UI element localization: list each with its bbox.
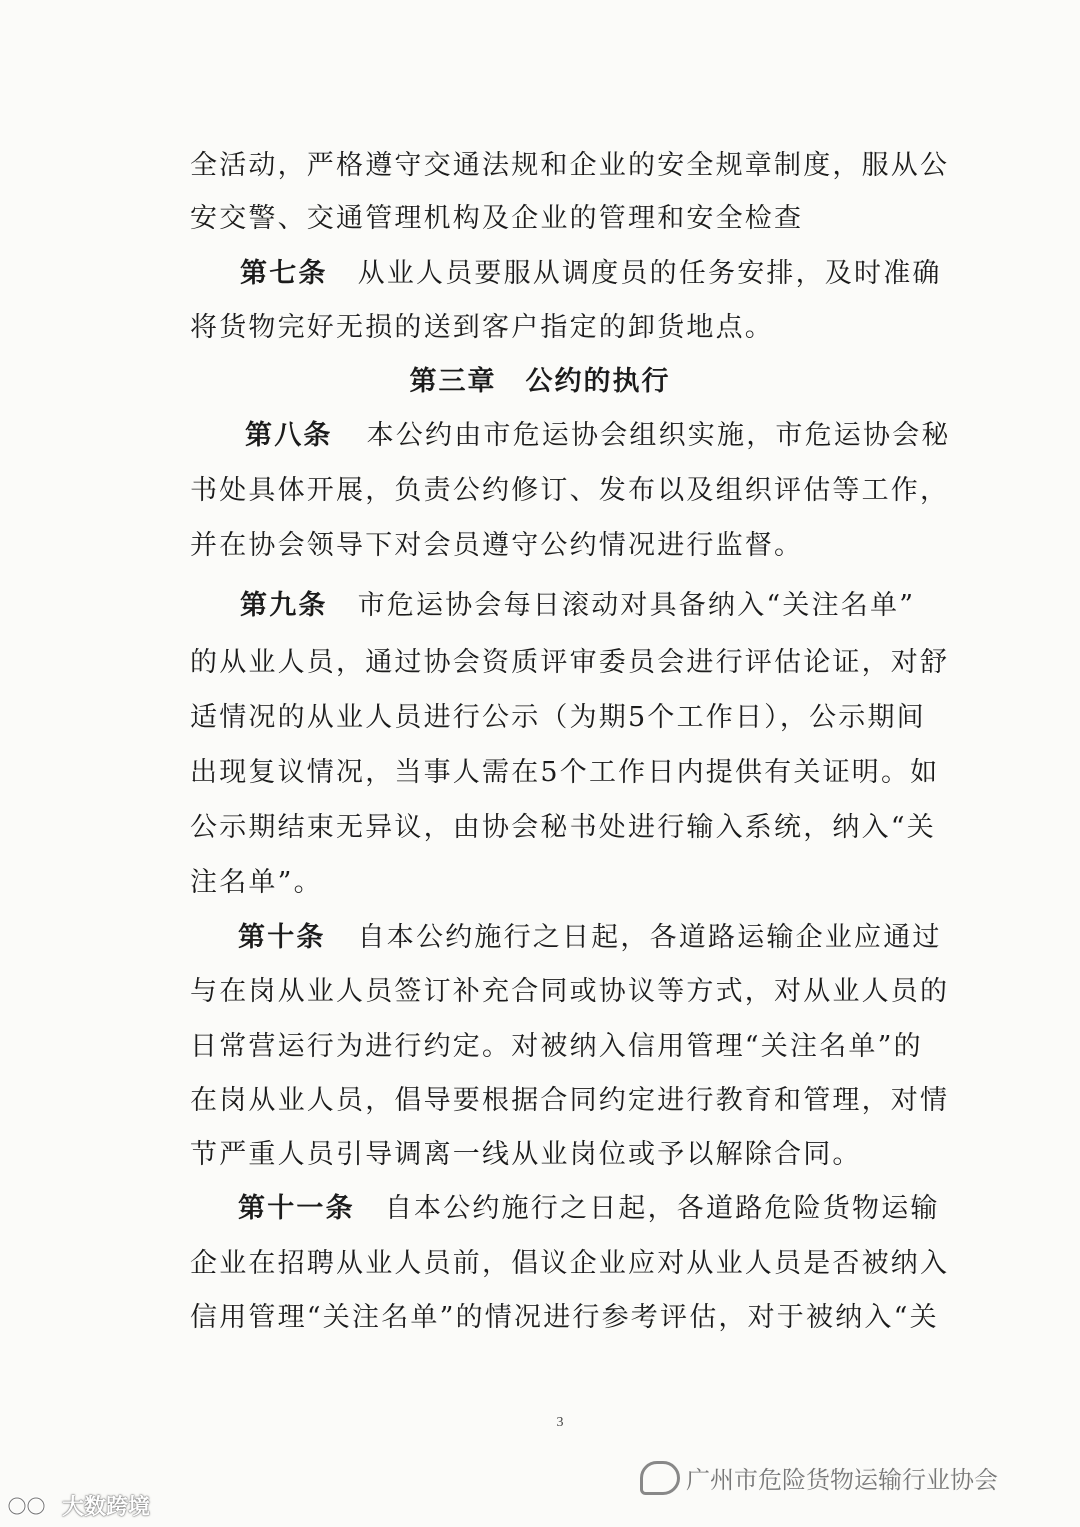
article-label: 第十条 <box>238 922 326 953</box>
body-line: 信用管理“关注名单”的情况进行参考评估，对于被纳入“关 <box>190 1302 939 1333</box>
article-10 <box>238 920 942 956</box>
body-line: 书处具体开展，负责公约修订、发布以及组织评估等工作， <box>190 475 950 506</box>
article-label: 第七条 <box>240 258 328 289</box>
body-line: 与在岗从业人员签订补充合同或协议等方式，对从业人员的 <box>190 976 950 1007</box>
article-text: 本公约由市危运协会组织实施，市危运协会秘 <box>366 420 951 451</box>
body-line: 在岗从业人员，倡导要根据合同约定进行教育和管理，对情 <box>190 1085 950 1116</box>
body-line: 安交警、交通管理机构及企业的管理和安全检查 <box>190 203 804 234</box>
body-line: 全活动，严格遵守交通法规和企业的安全规章制度，服从公 <box>190 150 950 181</box>
body-line: 注名单”。 <box>190 867 323 898</box>
watermark-text: 广州市危险货物运输行业协会 <box>686 1466 998 1494</box>
article-text: 自本公约施行之日起，各道路危险货物运输 <box>384 1193 940 1224</box>
body-line: 将货物完好无损的送到客户指定的卸货地点。 <box>190 312 774 343</box>
article-label: 第九条 <box>240 590 328 621</box>
body-line: 节严重人员引导调离一线从业岗位或予以解除合同。 <box>190 1139 862 1170</box>
body-line: 公示期结束无异议，由协会秘书处进行输入系统，纳入“关 <box>190 812 937 843</box>
brand-logo-icon <box>6 1493 58 1519</box>
watermark-text: 大数跨境 <box>62 1495 151 1520</box>
body-line: 出现复议情况，当事人需在5个工作日内提供有关证明。如 <box>190 757 940 788</box>
article-label: 第八条 <box>245 420 333 451</box>
article-11 <box>238 1191 940 1227</box>
watermark-brand <box>6 1490 150 1521</box>
article-text: 从业人员要服从调度员的任务安排，及时准确 <box>357 258 942 289</box>
body-line: 适情况的从业人员进行公示（为期5个工作日），公示期间 <box>190 702 926 733</box>
article-9 <box>240 588 915 624</box>
article-8 <box>245 418 951 454</box>
wechat-icon <box>640 1461 680 1495</box>
article-label: 第十一条 <box>238 1193 355 1224</box>
article-text: 自本公约施行之日起，各道路运输企业应通过 <box>357 922 942 953</box>
article-7 <box>240 256 942 292</box>
body-line: 的从业人员，通过协会资质评审委员会进行评估论证，对舒 <box>190 647 950 678</box>
page-number: 3 <box>556 1415 564 1430</box>
body-line: 企业在招聘从业人员前，倡议企业应对从业人员是否被纳入 <box>190 1248 950 1279</box>
body-line: 并在协会领导下对会员遵守公约情况进行监督。 <box>190 530 804 561</box>
body-line: 日常营运行为进行约定。对被纳入信用管理“关注名单”的 <box>190 1031 923 1062</box>
chapter-title: 第三章 公约的执行 <box>409 366 671 397</box>
article-text: 市危运协会每日滚动对具备纳入“关注名单” <box>357 590 916 621</box>
watermark-wechat <box>640 1460 998 1495</box>
